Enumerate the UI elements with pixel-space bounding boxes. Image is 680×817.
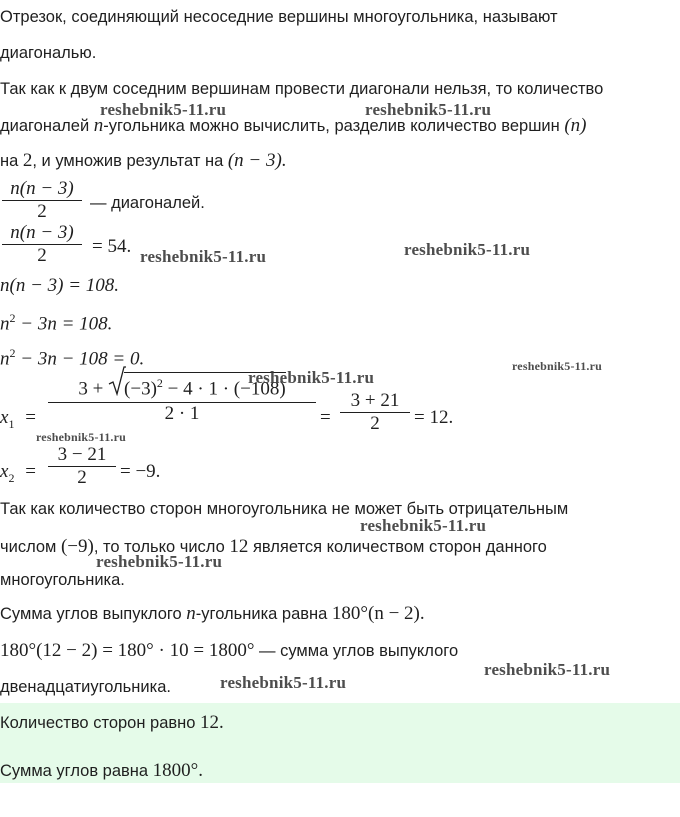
diagonal-formula-caption: — диагоналей. [90,194,205,212]
math-variable: n [93,115,104,136]
math-exponent: 2 [156,376,163,390]
root-x1-result: = 12. [414,407,454,428]
text-segment: -угольника равна [195,605,332,623]
equals-sign: = [25,407,36,428]
math-expression: (n − 3). [227,150,287,171]
paragraph-angle-calc-line2: двенадцатиугольника. [0,678,171,696]
paragraph-definition-line2: диагональю. [0,44,97,62]
math-number: 1800°. [152,760,204,781]
fraction-numerator: n(n − 3) [10,222,74,243]
math-expression: 180°(n − 2). [331,603,425,624]
text-segment: числом [0,538,61,556]
math-subscript: 1 [8,416,15,431]
text-segment: , то только число [93,538,230,556]
root-x2-result: = −9. [120,461,161,482]
paragraph-conclusion-line3: многоугольника. [0,571,125,589]
text-segment: на [0,152,23,170]
watermark: reshebnik5-11.ru [404,240,531,259]
text-segment: диагоналей [0,117,94,135]
simplified-fraction [340,390,410,435]
text-segment: — сумма углов выпуклого [254,642,459,660]
watermark: reshebnik5-11.ru [96,552,223,571]
root-x2-label [0,461,36,486]
watermark: reshebnik5-11.ru [484,660,611,679]
math-expression: (−9) [60,536,94,557]
fraction-denominator: 2 · 1 [164,403,200,425]
math-variable: n [186,603,196,624]
watermark: reshebnik5-11.ru [220,673,347,692]
math-number: 2 [22,150,33,171]
fraction-denominator: 2 [77,467,87,488]
watermark: reshebnik5-11.ru [360,516,487,535]
answer-sides [0,712,224,734]
fraction-numerator: 3 + 21 [350,390,400,411]
paragraph-reasoning-line1: Так как к двум соседним вершинам провести диагонали нельзя, то количество [0,80,604,98]
fraction-denominator: 2 [370,413,380,434]
root-x1-label [0,407,36,432]
watermark: reshebnik5-11.ru [365,100,492,119]
equation-line: n(n − 3) = 108. [0,275,120,296]
fraction-denominator: 2 [37,201,47,222]
fraction-numerator: n(n − 3) [10,178,74,199]
text-segment: -угольника можно вычислить, разделив количество вершин [103,117,565,135]
paragraph-conclusion-line1: Так как количество сторон многоугольника не может быть отрицательным [0,500,569,518]
math-number: 12. [200,712,224,733]
math-subscript: 2 [8,470,15,485]
x2-fraction [48,444,116,489]
math-variable: x [0,461,9,482]
math-expression: − 3n = 108. [15,313,113,335]
radicand-term: − 4 · 1 · (−108) [162,378,286,400]
fraction-denominator: 2 [37,245,47,266]
numerator-constant: 3 + [78,378,109,400]
math-number: 12 [229,536,249,557]
radicand-term: (−3) [124,378,157,400]
diagonal-formula-fraction [2,178,82,223]
text-segment: является количеством сторон данного [248,538,547,556]
math-variable: n [0,348,10,370]
watermark: reshebnik5-11.ru [100,100,227,119]
equation-fraction [2,222,82,267]
paragraph-reasoning-line3 [0,150,287,172]
watermark: reshebnik5-11.ru [140,247,267,266]
watermark: reshebnik5-11.ru [36,430,126,444]
text-segment: Сумма углов выпуклого [0,605,187,623]
math-variable: x [0,407,9,428]
answer-angle-sum [0,760,203,782]
watermark: reshebnik5-11.ru [248,368,375,387]
paragraph-reasoning-line2 [0,115,587,137]
math-variable: n [0,313,10,335]
paragraph-conclusion-line2 [0,536,547,558]
math-expression: 180°(12 − 2) = 180° · 10 = 1800° [0,640,255,661]
text-segment: , и умножив результат на [32,152,228,170]
equals-sign: = [320,407,331,428]
math-exponent: 2 [9,311,16,325]
paragraph-angle-sum [0,603,425,625]
math-exponent: 2 [9,346,16,360]
equation-line [0,311,112,335]
paragraph-angle-calc-line1 [0,640,458,662]
paragraph-definition-line1: Отрезок, соединяющий несоседние вершины многоугольника, называют [0,8,558,26]
text-segment: Количество сторон равно [0,714,201,732]
math-expression: − 3n − 108 = 0. [15,348,145,370]
text-segment: Сумма углов равна [0,762,153,780]
math-expression: (n) [564,115,587,136]
radical-sign-icon [108,366,126,396]
equals-sign: = [25,461,36,482]
equation-rhs: = 54. [92,236,132,257]
watermark: reshebnik5-11.ru [512,359,602,373]
fraction-numerator: 3 − 21 [57,444,107,465]
